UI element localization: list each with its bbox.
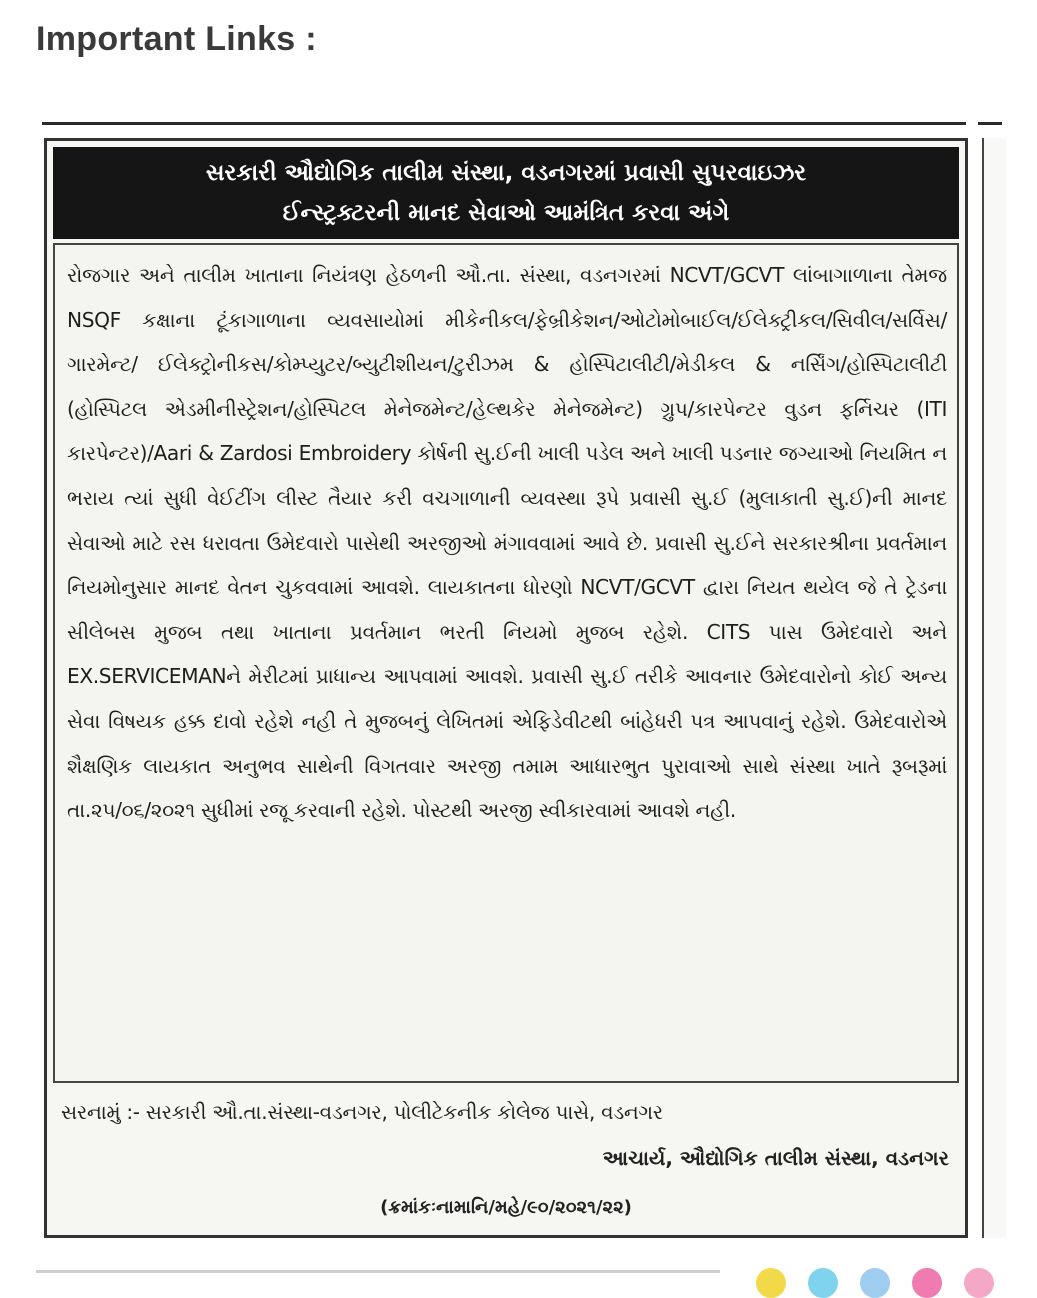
share-dot-icon[interactable] [964, 1268, 994, 1298]
divider-bottom [36, 1270, 720, 1273]
notice-signatory: આચાર્ય, ઔદ્યોગિક તાલીમ સંસ્થા, વડનગર [602, 1146, 949, 1170]
notice-title-line2: ઈન્સ્ટ્રક્ટરની માનદ સેવાઓ આમંત્રિત કરવા અંગે [282, 200, 730, 226]
notice-title-band [53, 147, 959, 239]
adjacent-column-strip [982, 138, 1006, 1238]
notice-body-box [53, 243, 959, 1083]
share-dot-icon[interactable] [860, 1268, 890, 1298]
share-dot-icon[interactable] [808, 1268, 838, 1298]
page-heading: Important Links : [36, 20, 317, 58]
notice-title-line1: સરકારી ઔદ્યોગિક તાલીમ સંસ્થા, વડનગરમાં પ્રવાસી સુપરવાઇઝર [205, 160, 807, 186]
notice-address: સરનામું :- સરકારી ઔ.તા.સંસ્થા-વડનગર, પોલીટેકનીક કોલેજ પાસે, વડનગર [61, 1100, 663, 1124]
divider-top [42, 122, 966, 125]
notice-reference-number: (ક્રમાંકઃનામાનિ/મહે/૯૦/૨૦૨૧/૨૨) [380, 1197, 632, 1218]
notice-body-text: રોજગાર અને તાલીમ ખાતાના નિયંત્રણ હેઠળની ઔ.તા. સંસ્થા, વડનગરમાં NCVT/GCVT લાંબાગાળાના તેમજ NSQF કક્ષાના ટૂંકાગાળાના વ્યવસાયોમાં મીકેનીકલ/ફેબ્રીકેશન/ઓટોમોબાઈલ/ઈલેક્ટ્રીકલ/સિવીલ/સર્વિસ/ગારમેન્ટ/ ઈલેક્ટ્રોનીકસ/કોમ્પ્યુટર/બ્યુટીશીયન/ટુરીઝમ & હોસ્પિટાલીટી/મેડીકલ & નર્સિંગ/હોસ્પિટાલીટી (હોસ્પિટલ એડમીનીસ્ટ્રેશન/હોસ્પિટલ મેનેજમેન્ટ/હેલ્થકેર મેનેજમેન્ટ) ગ્રુપ/કારપેન્ટર વુડન ફર્નિચર (ITI કારપેન્ટર)/Aari & Zardosi Embroidery કોર્ષની સુ.ઈની ખાલી પડેલ અને ખાલી પડનાર જગ્યાઓ નિયમિત ન ભરાય ત્યાં સુધી વેઈટીંગ લીસ્ટ તૈયાર કરી વચગાળાની વ્યવસ્થા રૂપે પ્રવાસી સુ.ઈ (મુલાકાતી સુ.ઈ)ની માનદ સેવાઓ માટે રસ ધરાવતા ઉમેદવારો પાસેથી અરજીઓ મંગાવવામાં આવે છે. પ્રવાસી સુ.ઈને સરકારશ્રીના પ્રવર્તમાન નિયમોનુસાર માનદ વેતન ચુકવવામાં આવશે. લાયકાતના ધોરણો NCVT/GCVT દ્વારા નિયત થયેલ જે તે ટ્રેડના સીલેબસ મુજબ તથા ખાતાના પ્રવર્તમાન ભરતી નિયમો મુજબ રહેશે. CITS પાસ ઉમેદવારો અને EX.SERVICEMANને મેરીટમાં પ્રાધાન્ય આપવામાં આવશે. પ્રવાસી સુ.ઈ તરીકે આવનાર ઉમેદવારોનો કોઈ અન્ય સેવા વિષયક હક્ક દાવો રહેશે નહી તે મુજબનું લેખિતમાં એફિડેવીટથી બાંહેધરી પત્ર આપવાનું રહેશે. ઉમેદવારોએ શૈક્ષણિક લાયકાત અનુભવ સાથેની વિગતવાર અરજી તમામ આધારભુત પુરાવાઓ સાથે સંસ્થા ખાતે રૂબરૂમાં તા.૨૫/૦૬/૨૦૨૧ સુધીમાં રજૂ કરવાની રહેશે. પોસ્ટથી અરજી સ્વીકારવામાં આવશે નહી. [67, 263, 947, 823]
newspaper-notice-image [44, 138, 968, 1238]
share-dot-icon[interactable] [756, 1268, 786, 1298]
share-dot-icon[interactable] [912, 1268, 942, 1298]
divider-top-right [978, 122, 1002, 125]
